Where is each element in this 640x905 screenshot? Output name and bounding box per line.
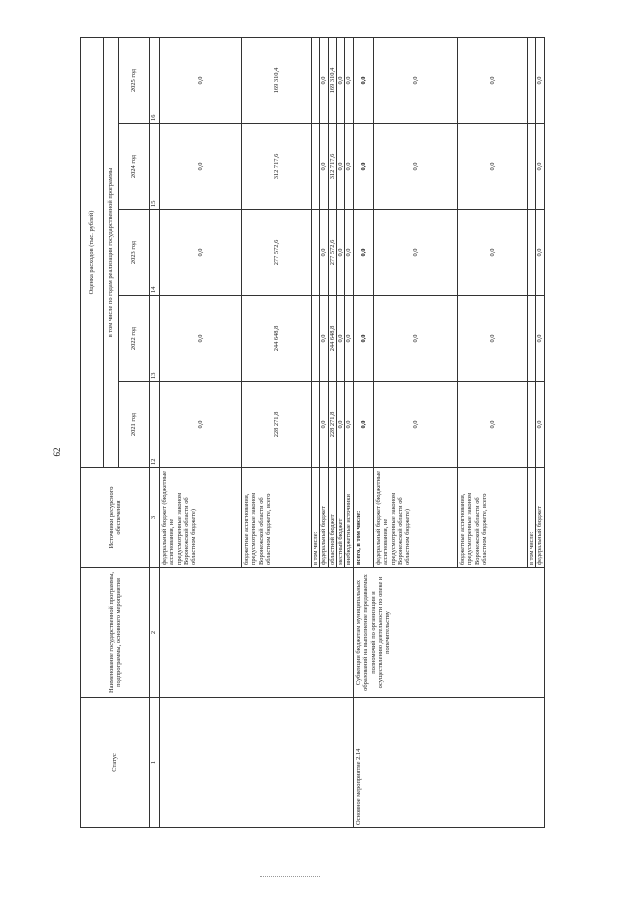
value-cell: 0,0 [337,382,345,468]
value-cell: 0,0 [536,296,544,382]
value-cell: 228 271,8 [328,382,336,468]
col-number: 12 [150,382,160,468]
value-cell: 0,0 [337,124,345,210]
table-row [160,37,242,827]
value-cell [312,37,320,123]
table-row [353,37,373,827]
value-cell: 0,0 [160,37,242,123]
value-cell: 0,0 [353,210,373,296]
value-cell: 0,0 [536,210,544,296]
header-row-1 [81,37,104,827]
value-cell: 0,0 [345,124,353,210]
scan-edge-mark [260,876,320,877]
source-cell: внебюджетные источники [345,468,353,568]
value-cell: 0,0 [457,296,527,382]
col-number: 13 [150,296,160,382]
header-year: 2024 год [119,124,150,210]
value-cell: 0,0 [320,296,328,382]
source-cell: бюджетные ассигнования, предусмотренные законом Воронежской области об областном бюджете, всего [242,468,312,568]
value-cell [527,124,535,210]
col-number: 2 [150,568,160,698]
expenditure-table [80,37,545,828]
value-cell: 0,0 [337,210,345,296]
value-cell: 0,0 [160,210,242,296]
header-by-years: в том числе по годам реализации государственной программы [104,37,119,467]
header-year: 2023 год [119,210,150,296]
rotated-table-container [80,38,608,828]
value-cell: 0,0 [345,382,353,468]
header-source: Источники ресурсного обеспечения [81,468,150,568]
value-cell: 0,0 [160,296,242,382]
source-cell: федеральный бюджет [536,468,544,568]
value-cell: 0,0 [353,124,373,210]
value-cell [527,210,535,296]
value-cell [312,382,320,468]
value-cell: 169 310,4 [328,37,336,123]
value-cell: 0,0 [353,296,373,382]
value-cell: 0,0 [320,37,328,123]
value-cell [527,382,535,468]
value-cell: 0,0 [345,210,353,296]
value-cell: 0,0 [373,37,457,123]
value-cell: 277 572,6 [242,210,312,296]
value-cell: 312 717,6 [242,124,312,210]
value-cell [527,37,535,123]
header-year: 2021 год [119,382,150,468]
source-cell: федеральный бюджет [320,468,328,568]
value-cell: 0,0 [320,382,328,468]
col-number: 15 [150,124,160,210]
source-cell: федеральный бюджет (бюджетные ассигнования, не предусмотренные законом Воронежской области об областном бюджете) [373,468,457,568]
value-cell [312,210,320,296]
table-wrapper [80,38,608,828]
source-cell: в том числе: [527,468,535,568]
column-number-row [150,37,160,827]
value-cell: 0,0 [373,382,457,468]
col-number: 1 [150,698,160,828]
program-name-cell: Субвенции бюджетам муниципальных образований на выполнение передаваемых полномочий по организации и осуществлению деятельности по опеке и попечительству [353,568,544,698]
value-cell [312,124,320,210]
value-cell: 0,0 [320,124,328,210]
value-cell: 244 648,8 [242,296,312,382]
value-cell: 0,0 [160,124,242,210]
header-program-name: Наименование государственной программы, подпрограммы, основного мероприятия [81,568,150,698]
value-cell: 0,0 [345,37,353,123]
value-cell: 0,0 [353,37,373,123]
status-cell: Основное мероприятие 2.14 [353,698,544,828]
value-cell: 0,0 [320,210,328,296]
header-status: Статус [81,698,150,828]
value-cell [312,296,320,382]
value-cell: 0,0 [457,210,527,296]
value-cell: 0,0 [536,37,544,123]
header-year: 2025 год [119,37,150,123]
value-cell: 0,0 [160,382,242,468]
source-cell: местный бюджет [337,468,345,568]
value-cell: 169 310,4 [242,37,312,123]
value-cell: 0,0 [337,37,345,123]
value-cell [527,296,535,382]
value-cell: 0,0 [457,37,527,123]
header-estimate: Оценка расходов (тыс. рублей) [81,37,104,467]
col-number: 16 [150,37,160,123]
value-cell: 0,0 [457,124,527,210]
value-cell: 277 572,6 [328,210,336,296]
source-cell: в том числе: [312,468,320,568]
source-cell: федеральный бюджет (бюджетные ассигнования, не предусмотренные законом Воронежской области об областном бюджете) [160,468,242,568]
header-year: 2022 год [119,296,150,382]
source-cell: областной бюджет [328,468,336,568]
value-cell: 0,0 [457,382,527,468]
value-cell: 228 271,8 [242,382,312,468]
value-cell: 0,0 [373,210,457,296]
value-cell: 0,0 [536,382,544,468]
value-cell: 0,0 [353,382,373,468]
value-cell: 0,0 [536,124,544,210]
source-cell: всего, в том числе: [353,468,373,568]
value-cell: 312 717,6 [328,124,336,210]
col-number: 3 [150,468,160,568]
value-cell: 244 648,8 [328,296,336,382]
program-name-cell-empty [160,568,354,698]
page-number: 62 [52,447,62,457]
value-cell: 0,0 [337,296,345,382]
status-cell-empty [160,698,354,828]
value-cell: 0,0 [345,296,353,382]
value-cell: 0,0 [373,296,457,382]
source-cell: бюджетные ассигнования, предусмотренные законом Воронежской области об областном бюджете, всего [457,468,527,568]
value-cell: 0,0 [373,124,457,210]
col-number: 14 [150,210,160,296]
